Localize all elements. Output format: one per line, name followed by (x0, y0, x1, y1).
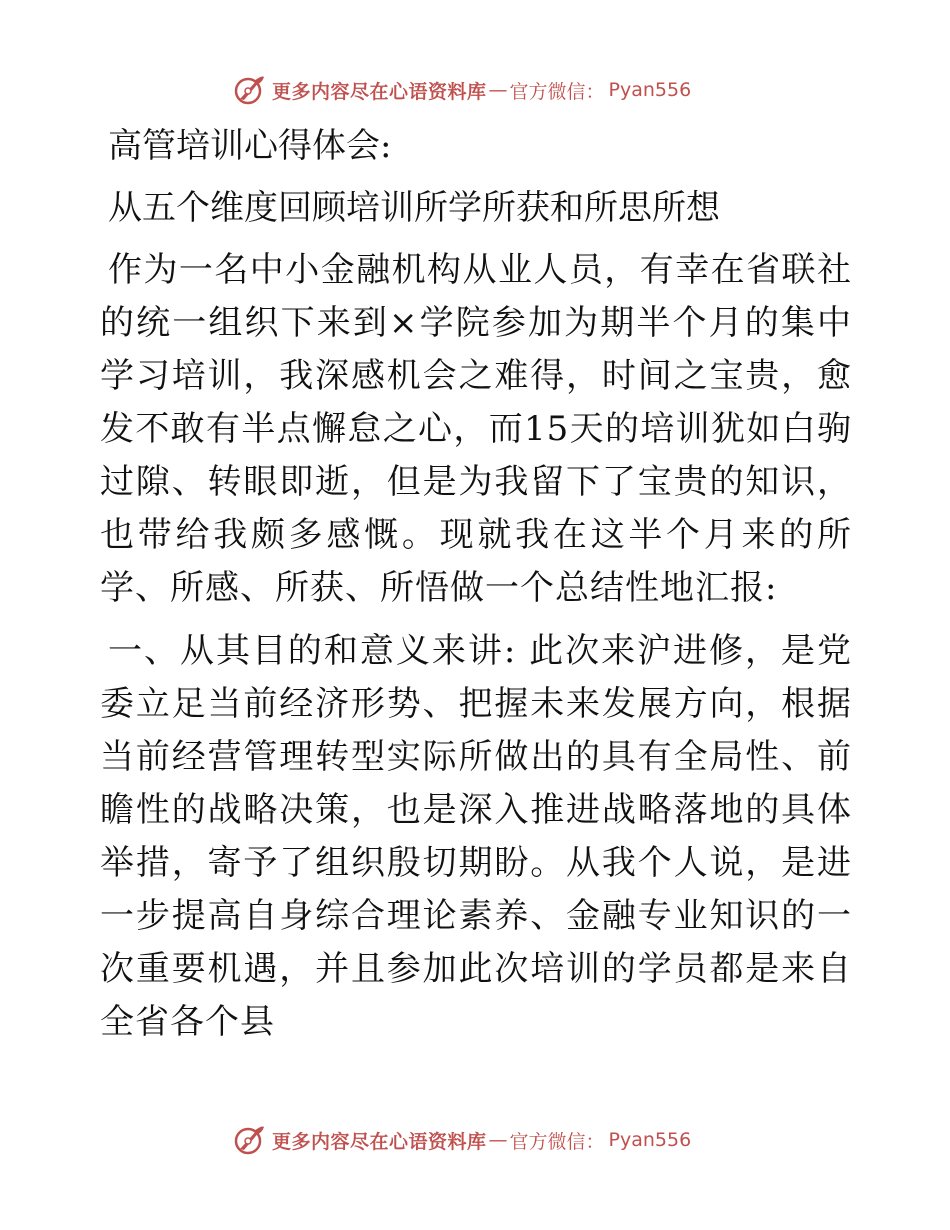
footer-watermark (232, 1120, 752, 1160)
watermark-wechat-label: 官方微信： (509, 80, 605, 103)
paragraph-intro: 作为一名中小金融机构从业人员，有幸在省联社的统一组织下来到×学院参加为期半个月的集中学习培训，我深感机会之难得，时间之宝贵，愈发不敢有半点懈怠之心，而15天的培训犹如白驹过隙、转眼即逝，但是为我留下了宝贵的知识，也带给我颇多感慨。现就我在这半个月来的所学、所感、所获、所悟做一个总结性地汇报: (100, 250, 852, 608)
watermark-wechat-id: Pyan556 (608, 1129, 692, 1151)
document-heading: 高管培训心得体会: (108, 126, 392, 166)
watermark-separator: — (488, 1129, 508, 1151)
header-watermark (232, 70, 752, 110)
document-subheading: 从五个维度回顾培训所学所获和所思所想 (108, 188, 720, 228)
quill-logo-icon (232, 73, 266, 107)
watermark-brand-text: 更多内容尽在心语资料库 (272, 80, 487, 103)
watermark-wechat-id: Pyan556 (608, 79, 692, 101)
document-body (100, 120, 852, 1059)
watermark-wechat-label: 官方微信： (509, 1130, 605, 1153)
paragraph-section-one: 一、从其目的和意义来讲: 此次来沪进修，是党委立足当前经济形势、把握未来发展方向，根据当前经营管理转型实际所做出的具有全局性、前瞻性的战略决策，也是深入推进战略落地的具体举措，寄予了组织殷切期盼。从我个人说，是进一步提高自身综合理论素养、金融专业知识的一次重要机遇，并且参加此次培训的学员都是来自全省各个县 (100, 631, 852, 1042)
watermark-brand-text: 更多内容尽在心语资料库 (272, 1130, 487, 1153)
watermark-separator: — (488, 79, 508, 101)
quill-logo-icon (232, 1123, 266, 1157)
